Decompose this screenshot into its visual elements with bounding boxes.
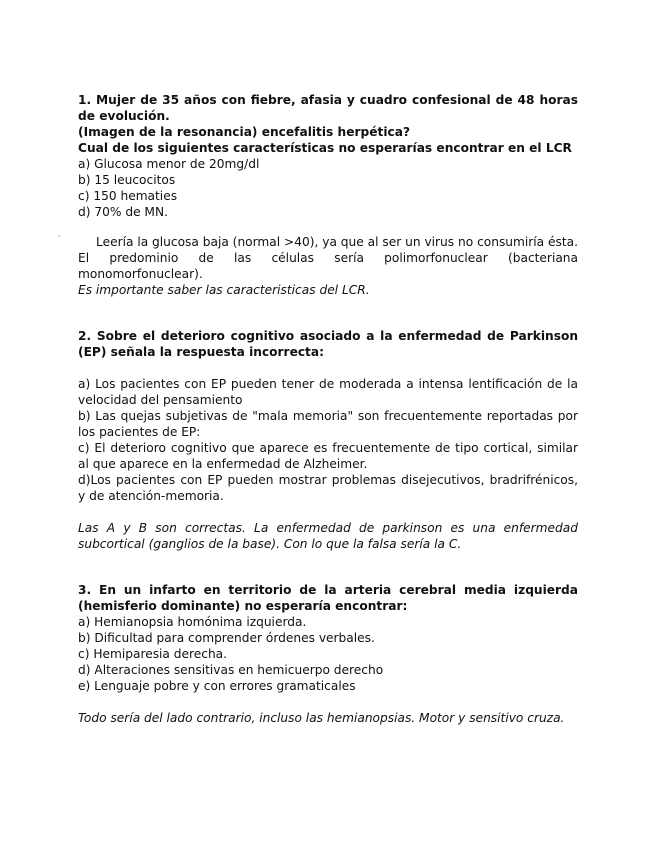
q1-option: b) 15 leucocitos <box>78 173 176 187</box>
q1-option: d) 70% de MN. <box>78 205 168 219</box>
q1-question: Cual de los siguientes características no esperarías encontrar en el LCR <box>78 141 572 155</box>
q1-option: c) 150 hematies <box>78 189 178 203</box>
q2-option: d)Los pacientes con EP pueden mostrar problemas disejecutivos, bradrifrénicos, y de atención-memoria. <box>78 473 578 503</box>
q2-title: 2. Sobre el deterioro cognitivo asociado a la enfermedad de Parkinson (EP) señala la respuesta incorrecta: <box>78 329 578 359</box>
bullet-mark: · <box>58 232 61 241</box>
q2-option: c) El deterioro cognitivo que aparece es frecuentemente de tipo cortical, similar al que aparece en la enfermedad de Alzheimer. <box>78 441 578 471</box>
document-page <box>78 92 578 726</box>
q3-note: Todo sería del lado contrario, incluso las hemianopsias. Motor y sensitivo cruza. <box>78 711 565 725</box>
q2-option: b) Las quejas subjetivas de "mala memoria" son frecuentemente reportadas por los pacientes de EP: <box>78 409 578 439</box>
q3-option: a) Hemianopsia homónima izquierda. <box>78 615 307 629</box>
q3-option: b) Dificultad para comprender órdenes verbales. <box>78 631 375 645</box>
q3-title: 3. En un infarto en territorio de la arteria cerebral media izquierda (hemisferio dominante) no esperaría encontrar: <box>78 583 578 613</box>
question-1 <box>78 92 578 298</box>
question-3 <box>78 582 578 726</box>
q3-option: d) Alteraciones sensitivas en hemicuerpo derecho <box>78 663 384 677</box>
q1-explanation: Leería la glucosa baja (normal >40), ya que al ser un virus no consumiría ésta. El predominio de las células sería polimorfonuclear (bacteriana monomorfonuclear). <box>78 235 578 281</box>
q2-option: a) Los pacientes con EP pueden tener de moderada a intensa lentificación de la velocidad del pensamiento <box>78 377 578 407</box>
question-2 <box>78 328 578 552</box>
q3-option: e) Lenguaje pobre y con errores gramaticales <box>78 679 356 693</box>
q3-option: c) Hemiparesia derecha. <box>78 647 228 661</box>
q1-note: Es importante saber las caracteristicas del LCR. <box>78 283 370 297</box>
q1-option: a) Glucosa menor de 20mg/dl <box>78 157 260 171</box>
q2-note: Las A y B son correctas. La enfermedad de parkinson es una enfermedad subcortical (ganglios de la base). Con lo que la falsa sería la C. <box>78 521 578 551</box>
q1-title: 1. Mujer de 35 años con fiebre, afasia y cuadro confesional de 48 horas de evolución. <box>78 93 578 123</box>
q1-subtitle: (Imagen de la resonancia) encefalitis herpética? <box>78 125 411 139</box>
